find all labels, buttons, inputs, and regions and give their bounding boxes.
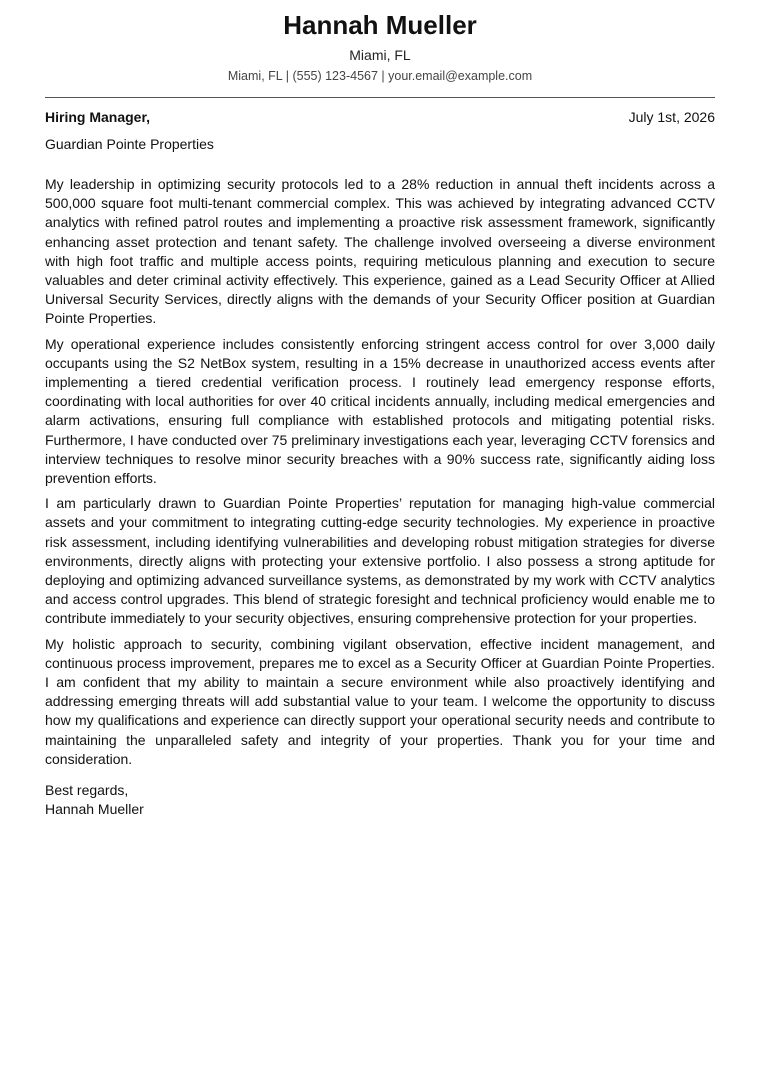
applicant-contact-line: Miami, FL | (555) 123-4567 | your.email@example.com	[227, 69, 533, 83]
signature-name: Hannah Mueller	[45, 801, 144, 818]
letter-date: July 1st, 2026	[628, 109, 715, 125]
body-paragraph: My holistic approach to security, combining vigilant observation, effective incident management, and continuous process improvement, prepares me to excel as a Security Officer at Guardian Pointe Properties. I am confident that my ability to maintain a secure environment while also proactively identifying and addressing emerging threats will add substantial value to your team. I welcome the opportunity to discuss how my qualifications and experience can directly support your operational security needs and contribute to maintaining the unparalleled safety and integrity of your properties. Thank you for your time and consideration.	[45, 635, 715, 767]
body-paragraph: I am particularly drawn to Guardian Pointe Properties’ reputation for managing high-value commercial assets and your commitment to integrating cutting-edge security technologies. My experience in proactive risk assessment, including identifying vulnerabilities and developing robust mitigation strategies for diverse environments, directly aligns with protecting your extensive portfolio. I also possess a strong aptitude for deploying and optimizing advanced surveillance systems, as demonstrated by my work with CCTV analytics and access control upgrades. This blend of strategic foresight and technical proficiency would enable me to contribute immediately to your security objectives, ensuring comprehensive protection for your properties.	[45, 495, 715, 627]
sign-off: Best regards,	[45, 782, 129, 799]
letter-closing	[45, 781, 715, 819]
body-paragraph: My leadership in optimizing security protocols led to a 28% reduction in annual theft incidents across a 500,000 square foot multi-tenant commercial complex. This was achieved by integrating advanced CCTV analytics with refined patrol routes and implementing a proactive risk assessment framework, significantly enhancing asset protection and tenant safety. The challenge involved overseeing a diverse environment with high foot traffic and multiple access points, requiring meticulous planning and execution to secure valuables and deter criminal activity effectively. This experience, gained as a Lead Security Officer at Allied Universal Security Services, directly aligns with the demands of your Security Officer position at Guardian Pointe Properties.	[45, 176, 715, 327]
letter-header	[45, 0, 715, 84]
header-divider	[45, 97, 715, 98]
recipient-date-row	[45, 108, 715, 126]
body-paragraph: My operational experience includes consistently enforcing stringent access control for over 3,000 daily occupants using the S2 NetBox system, resulting in a 15% decrease in unauthorized access events after implementing a tiered credential verification process. I routinely lead emergency response efforts, coordinating with local authorities for over 40 critical incidents annually, including medical emergencies and alarm activations, ensuring full compliance with established protocols and mitigating potential risks. Furthermore, I have conducted over 75 preliminary investigations each year, leveraging CCTV forensics and interview techniques to resolve minor security breaches with a 90% success rate, significantly aiding loss prevention efforts.	[45, 335, 715, 487]
recipient-salutation: Hiring Manager,	[45, 109, 151, 125]
recipient-company: Guardian Pointe Properties	[45, 136, 214, 152]
letter-body	[45, 175, 715, 769]
applicant-location: Miami, FL	[349, 47, 411, 63]
applicant-name: Hannah Mueller	[283, 10, 477, 40]
